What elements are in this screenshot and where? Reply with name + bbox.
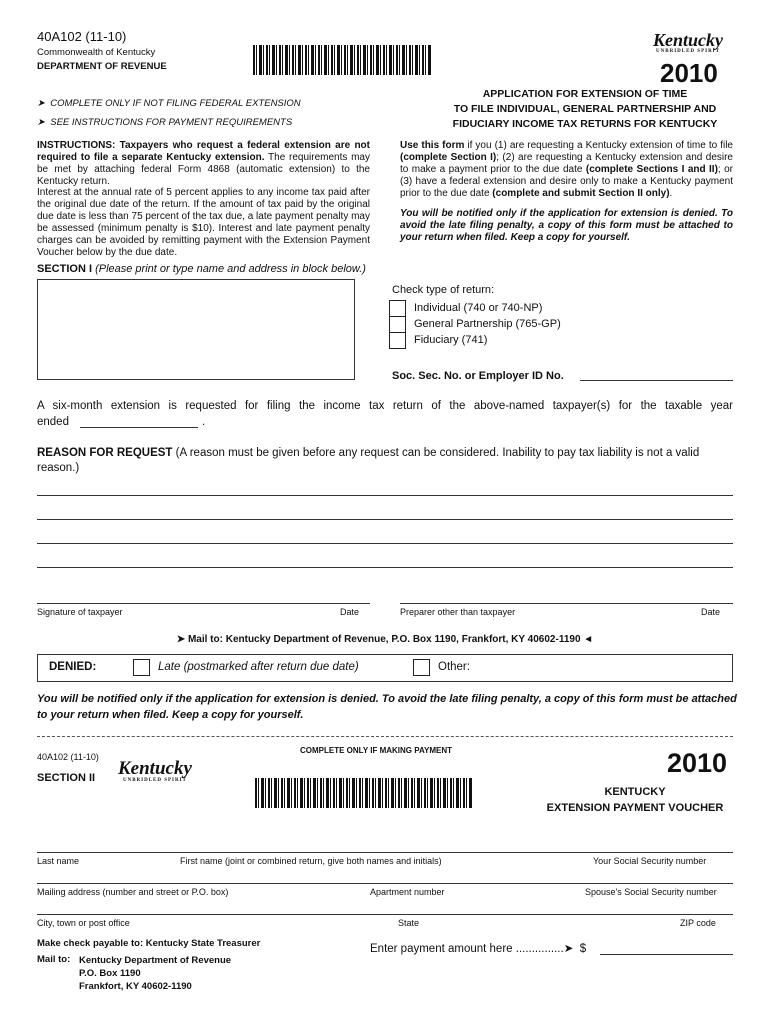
ended-line[interactable] — [80, 427, 198, 428]
check-type-label: Check type of return: — [392, 284, 495, 296]
apt-label: Apartment number — [370, 887, 445, 897]
form-title: APPLICATION FOR EXTENSION OF TIME TO FILE INDIVIDUAL, GENERAL PARTNERSHIP AND FIDUCIARY INCOME TAX RETURNS FOR KENTUCKY — [452, 88, 718, 130]
address-label: Mailing address (number and street or P.O. box) — [37, 887, 229, 897]
reason-line-4[interactable] — [37, 567, 733, 568]
logo-tagline-voucher: UNBRIDLED SPIRIT — [122, 778, 187, 783]
instructions-text: INSTRUCTIONS: Taxpayers who request a federal extension are not required to file a separate Kentucky extension. The requirements may be met by attaching federal Form 4868 (automatic extension) to the Kentucky return. — [37, 140, 370, 187]
commonwealth: Commonwealth of Kentucky — [37, 47, 156, 58]
mail-to-line: ➤ Mail to: Kentucky Department of Revenue, P.O. Box 1190, Frankfort, KY 40602-1190 ◄ — [176, 634, 594, 645]
voucher-line-1[interactable] — [37, 852, 733, 853]
section1-heading: SECTION I (Please print or type name and address in block below.) — [37, 263, 366, 275]
payment-amount-label: Enter payment amount here ...............➤ $ — [370, 943, 587, 955]
tear-line — [37, 736, 733, 737]
reason-line-3[interactable] — [37, 543, 733, 544]
denied-other-label: Other: — [438, 661, 470, 673]
taxpayer-signature-line[interactable] — [37, 603, 370, 604]
use-form-text: Use this form if you (1) are requesting a Kentucky extension of time to file (complete Section I); (2) are requesting a Kentucky extension and desire to make a payment prior to the due date (complete Sections I and II); or (3) have a federal extension and desire only to make a Kentucky payment prior to the due date (complete and submit Section II only). — [400, 140, 733, 199]
ssn-voucher-label: Your Social Security number — [593, 856, 707, 866]
last-name-label: Last name — [37, 856, 80, 866]
spouse-ssn-label: Spouse's Social Security number — [585, 887, 717, 897]
notify-text: You will be notified only if the application for extension is denied. To avoid the late filing penalty, a copy of this form must be attached to your return when filed. Keep a copy for yourself. — [400, 208, 733, 243]
year-top: 2010 — [660, 58, 718, 88]
preparer-signature-line[interactable] — [400, 603, 733, 604]
complete-only-payment: COMPLETE ONLY IF MAKING PAYMENT — [300, 746, 453, 755]
logo-name: Kentucky — [653, 30, 723, 50]
voucher-line-3[interactable] — [37, 914, 733, 915]
denied-late-label: Late (postmarked after return due date) — [158, 661, 359, 673]
checkbox-late[interactable] — [133, 659, 150, 676]
checkbox-individual[interactable] — [389, 300, 406, 317]
first-name-label: First name (joint or combined return, give both names and initials) — [180, 856, 442, 866]
payment-amount-line[interactable] — [600, 954, 733, 955]
voucher-form-id: 40A102 (11-10) — [37, 752, 99, 762]
barcode-top — [253, 45, 431, 75]
notice-bottom: You will be notified only if the application for extension is denied. To avoid the late filing penalty, a copy of this form must be attached to your return when filed. Keep a copy for yourself. — [37, 693, 737, 721]
state-label: State — [398, 918, 420, 928]
barcode-voucher — [255, 778, 472, 808]
interest-text: Interest at the annual rate of 5 percent applies to any income tax paid after the original due date of the return. If the amount of tax paid by the original due date is less than 75 percent of the tax due, a late payment penalty may be assessed (minimum penalty is $10). Interest and late payment penalty charges can be avoided by remitting payment with the Extension Payment Voucher below by the due date. — [37, 187, 370, 258]
checkbox-other[interactable] — [413, 659, 430, 676]
checkbox-partnership[interactable] — [389, 316, 406, 333]
checkbox-fiduciary[interactable] — [389, 332, 406, 349]
kentucky-logo-voucher — [118, 758, 192, 783]
denied-label: DENIED: — [49, 661, 97, 673]
voucher-mail-address: Kentucky Department of Revenue P.O. Box 1190 Frankfort, KY 40602-1190 — [79, 955, 232, 992]
extension-request-text: A six-month extension is requested for filing the income tax return of the above-named taxpayer(s) for the taxable year — [37, 400, 733, 412]
ssn-label: Soc. Sec. No. or Employer ID No. — [392, 370, 564, 382]
type-partnership: General Partnership (765-GP) — [414, 318, 561, 330]
voucher-title-2: EXTENSION PAYMENT VOUCHER — [546, 802, 724, 814]
logo-tagline: UNBRIDLED SPIRIT — [656, 49, 720, 54]
ended-label: ended — [37, 416, 69, 428]
form-id: 40A102 (11-10) — [37, 29, 127, 44]
ended-period: . — [202, 416, 206, 428]
voucher-mail-label: Mail to: — [37, 954, 71, 965]
voucher-line-2[interactable] — [37, 883, 733, 884]
logo-name-voucher: Kentucky — [118, 758, 192, 779]
signature-date-label: Date — [340, 607, 360, 617]
preparer-date-label: Date — [701, 607, 721, 617]
section2-heading: SECTION II — [37, 772, 96, 784]
kentucky-logo — [653, 30, 723, 54]
ssn-line[interactable] — [580, 380, 733, 381]
voucher-title-1: KENTUCKY — [604, 786, 666, 798]
payable-to: Make check payable to: Kentucky State Treasurer — [37, 938, 261, 949]
reason-line-1[interactable] — [37, 495, 733, 496]
signature-taxpayer-label: Signature of taxpayer — [37, 607, 123, 617]
reason-line-2[interactable] — [37, 519, 733, 520]
type-individual: Individual (740 or 740-NP) — [414, 302, 543, 314]
department: DEPARTMENT OF REVENUE — [37, 61, 167, 72]
name-address-block[interactable] — [37, 279, 355, 380]
reason-text: REASON FOR REQUEST (A reason must be given before any request can be considered. Inability to pay tax liability is not a valid reason.) — [37, 447, 700, 474]
note-not-filing: ➤ COMPLETE ONLY IF NOT FILING FEDERAL EXTENSION — [37, 98, 301, 109]
zip-label: ZIP code — [680, 918, 716, 928]
city-label: City, town or post office — [37, 918, 130, 928]
preparer-label: Preparer other than taxpayer — [400, 607, 516, 617]
voucher-year: 2010 — [667, 748, 728, 778]
type-fiduciary: Fiduciary (741) — [414, 334, 488, 346]
note-payment: ➤ SEE INSTRUCTIONS FOR PAYMENT REQUIREMENTS — [37, 117, 293, 128]
